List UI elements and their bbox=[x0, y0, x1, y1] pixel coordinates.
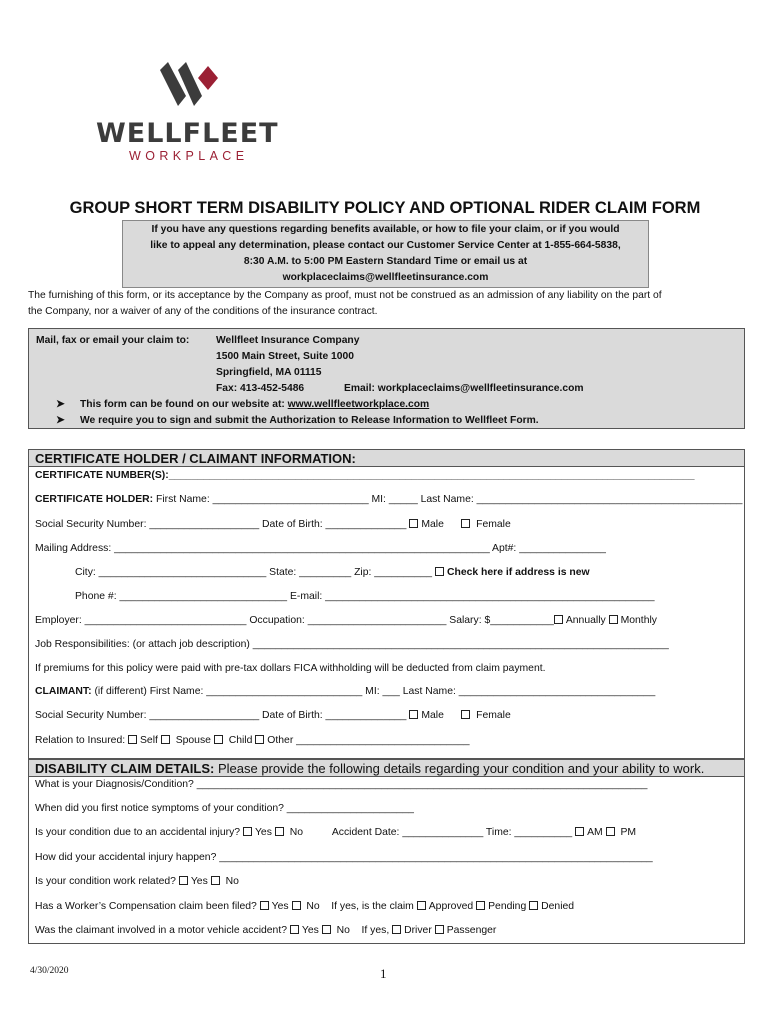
wc-no-checkbox[interactable] bbox=[292, 901, 301, 910]
bullet-website: This form can be found on our website at: www.wellfleetworkplace.com bbox=[80, 399, 430, 410]
disclaimer-line-2: the Company, nor a waiver of any of the conditions of the insurance contract. bbox=[28, 306, 378, 317]
brand-sub: WORKPLACE bbox=[129, 149, 249, 163]
pm-checkbox[interactable] bbox=[606, 827, 615, 836]
notice-line: When did you first notice symptoms of your condition? ______________________ bbox=[35, 803, 414, 814]
relation-line: Relation to Insured: Self Spouse Child Other ______________________________ bbox=[35, 735, 470, 746]
arrow-bullet-icon: ➤ bbox=[56, 399, 65, 410]
contact-line-2: like to appeal any determination, please contact our Customer Service Center at 1-855-664-5838, bbox=[150, 240, 621, 251]
section-header-certificate: CERTIFICATE HOLDER / CLAIMANT INFORMATION: bbox=[28, 449, 745, 467]
website-link[interactable]: www.wellfleetworkplace.com bbox=[287, 399, 430, 410]
mva-yes-checkbox[interactable] bbox=[290, 925, 299, 934]
mail-instructions-box bbox=[28, 328, 745, 429]
work-related-line: Is your condition work related? Yes No bbox=[35, 876, 239, 887]
wellfleet-logo bbox=[96, 62, 286, 163]
disclaimer-line-1: The furnishing of this form, or its acceptance by the Company as proof, must not be construed as an admission of any liability on the part of bbox=[28, 290, 662, 301]
mailing-address-line: Mailing Address: _________________________________________________________________ Apt#: _______________ bbox=[35, 543, 606, 554]
mail-email: Email: workplaceclaims@wellfleetinsurance.com bbox=[344, 383, 584, 394]
wellfleet-w-icon bbox=[158, 62, 222, 114]
male-checkbox[interactable] bbox=[409, 519, 418, 528]
bullet-authorization: We require you to sign and submit the Authorization to Release Information to Wellfleet Form. bbox=[80, 415, 539, 426]
footer-date: 4/30/2020 bbox=[30, 966, 69, 976]
form-title: GROUP SHORT TERM DISABILITY POLICY AND OPTIONAL RIDER CLAIM FORM bbox=[69, 199, 701, 217]
holder-name-line: CERTIFICATE HOLDER: First Name: ___________________________ MI: _____ Last Name: ______________________________________________ bbox=[35, 494, 743, 505]
contact-box bbox=[122, 220, 649, 288]
am-checkbox[interactable] bbox=[575, 827, 584, 836]
wc-yes-checkbox[interactable] bbox=[260, 901, 269, 910]
work-yes-checkbox[interactable] bbox=[179, 876, 188, 885]
spouse-checkbox[interactable] bbox=[161, 735, 170, 744]
employer-line: Employer: ____________________________ Occupation: ________________________ Salary: $___________ Annually Monthly bbox=[35, 615, 657, 626]
pending-checkbox[interactable] bbox=[476, 901, 485, 910]
self-checkbox[interactable] bbox=[128, 735, 137, 744]
cert-numbers-line: CERTIFICATE NUMBER(S):___________________________________________________________________________________________ bbox=[35, 470, 695, 481]
claimant-name-line: CLAIMANT: (if different) First Name: ___________________________ MI: ___ Last Name: __________________________________ bbox=[35, 686, 656, 697]
arrow-bullet-icon: ➤ bbox=[56, 415, 65, 426]
passenger-checkbox[interactable] bbox=[435, 925, 444, 934]
brand-name: WELLFLEET bbox=[96, 118, 279, 149]
mail-city: Springfield, MA 01115 bbox=[216, 367, 322, 378]
mva-line: Was the claimant involved in a motor vehicle accident? Yes No If yes, Driver Passenger bbox=[35, 925, 497, 936]
mail-street: 1500 Main Street, Suite 1000 bbox=[216, 351, 354, 362]
workers-comp-line: Has a Worker’s Compensation claim been filed? Yes No If yes, is the claim Approved Pending Denied bbox=[35, 901, 575, 912]
monthly-checkbox[interactable] bbox=[609, 615, 618, 624]
annually-checkbox[interactable] bbox=[554, 615, 563, 624]
contact-email: workplaceclaims@wellfleetinsurance.com bbox=[282, 272, 489, 283]
page-number: 1 bbox=[380, 966, 387, 981]
child-checkbox[interactable] bbox=[214, 735, 223, 744]
holder-ssn-line: Social Security Number: ___________________ Date of Birth: ______________ Male Female bbox=[35, 519, 511, 530]
accident-no-checkbox[interactable] bbox=[275, 827, 284, 836]
city-line: City: _____________________________ State: _________ Zip: __________ Check here if address is new bbox=[75, 567, 590, 578]
contact-line-1: If you have any questions regarding benefits available, or how to file your claim, or if you would bbox=[151, 224, 620, 235]
other-checkbox[interactable] bbox=[255, 735, 264, 744]
diagnosis-line: What is your Diagnosis/Condition? ______________________________________________________________________________ bbox=[35, 779, 648, 790]
contact-line-3: 8:30 A.M. to 5:00 PM Eastern Standard Time or email us at bbox=[243, 256, 528, 267]
address-new-checkbox[interactable] bbox=[435, 567, 444, 576]
pretax-note: If premiums for this policy were paid with pre-tax dollars FICA withholding will be deducted from claim payment. bbox=[35, 663, 546, 674]
how-line: How did your accidental injury happen? ___________________________________________________________________________ bbox=[35, 852, 653, 863]
female-checkbox[interactable] bbox=[461, 710, 470, 719]
phone-line: Phone #: _____________________________ E-mail: _________________________________________________________ bbox=[75, 591, 655, 602]
mail-label: Mail, fax or email your claim to: bbox=[36, 335, 190, 346]
mail-company: Wellfleet Insurance Company bbox=[216, 335, 360, 346]
job-line: Job Responsibilities: (or attach job description) ________________________________________________________________________ bbox=[35, 639, 669, 650]
accident-line: Is your condition due to an accidental injury? Yes No Accident Date: ______________ Time: __________ AM PM bbox=[35, 827, 637, 838]
driver-checkbox[interactable] bbox=[392, 925, 401, 934]
mail-fax: Fax: 413-452-5486 bbox=[216, 383, 305, 394]
approved-checkbox[interactable] bbox=[417, 901, 426, 910]
denied-checkbox[interactable] bbox=[529, 901, 538, 910]
section-header-disability: DISABILITY CLAIM DETAILS: Please provide the following details regarding your condition and your ability to work. bbox=[28, 759, 745, 777]
male-checkbox[interactable] bbox=[409, 710, 418, 719]
disclaimer bbox=[28, 288, 746, 320]
claimant-ssn-line: Social Security Number: ___________________ Date of Birth: ______________ Male Female bbox=[35, 710, 511, 721]
work-no-checkbox[interactable] bbox=[211, 876, 220, 885]
female-checkbox[interactable] bbox=[461, 519, 470, 528]
accident-yes-checkbox[interactable] bbox=[243, 827, 252, 836]
mva-no-checkbox[interactable] bbox=[322, 925, 331, 934]
